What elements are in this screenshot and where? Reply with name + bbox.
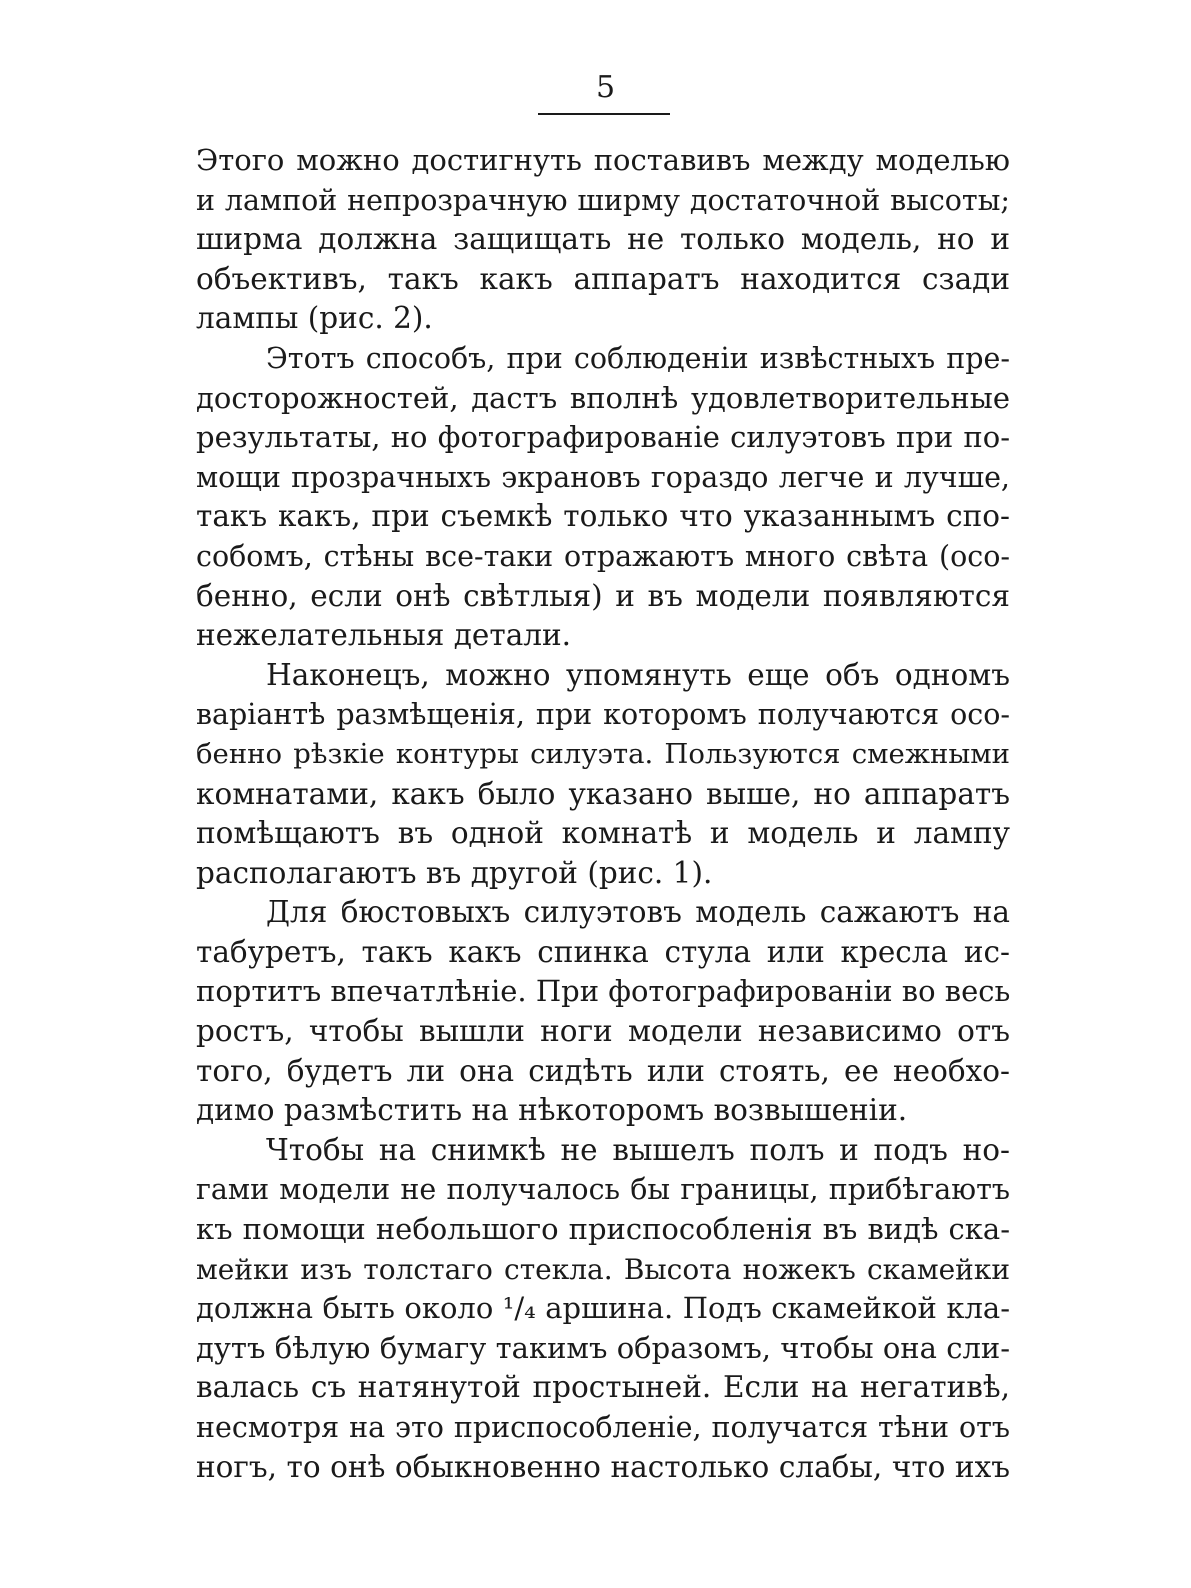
- text-line: димо размѣстить на нѣкоторомъ возвышеніи.: [196, 1093, 908, 1128]
- text-line: Этотъ способъ, при соблюденіи извѣстныхъ пре-: [266, 341, 1010, 375]
- text-line: досторожностей, дастъ вполнѣ удовлетворительные: [196, 380, 1010, 415]
- text-line: ширма должна защищать не только модель, но и: [196, 222, 1010, 257]
- text-line: мейки изъ толстаго стекла. Высота ножекъ скамейки: [196, 1252, 1010, 1286]
- text-line: помѣщаютъ въ одной комнатѣ и модель и лампу: [196, 816, 1010, 851]
- paragraph: [196, 893, 1010, 1131]
- text-line: объективъ, такъ какъ аппаратъ находится сзади: [196, 261, 1010, 296]
- text-line: того, будетъ ли она сидѣть или стоять, ее необхо-: [196, 1053, 1010, 1088]
- text-line: Чтобы на снимкѣ не вышелъ полъ и подъ но-: [266, 1132, 1010, 1167]
- text-line: лампы (рис. 2).: [196, 301, 433, 336]
- text-line: табуретъ, такъ какъ спинка стула или кресла ис-: [196, 934, 1010, 969]
- text-line: нежелательныя детали.: [196, 618, 572, 653]
- text-line: бенно рѣзкіе контуры силуэта. Пользуются смежными: [196, 737, 1010, 770]
- text-line: валась съ натянутой простыней. Если на негативѣ,: [196, 1370, 1010, 1405]
- text-line: къ помощи небольшого приспособленія въ видѣ ска-: [196, 1212, 1010, 1247]
- text-line: мощи прозрачныхъ экрановъ гораздо легче и лучше,: [196, 460, 1010, 494]
- paragraph: [196, 339, 1010, 656]
- text-line: располагаютъ въ другой (рис. 1).: [196, 855, 713, 890]
- text-line: Наконецъ, можно упомянуть еще объ одномъ: [266, 657, 1010, 692]
- text-line: гами модели не получалось бы границы, прибѣгаютъ: [196, 1173, 1010, 1207]
- text-line: ногъ, то онѣ обыкновенно настолько слабы, что ихъ: [196, 1449, 1010, 1484]
- paragraph: [196, 141, 1010, 339]
- text-line: Для бюстовыхъ силуэтовъ модель сажаютъ на: [266, 895, 1010, 930]
- text-line: портитъ впечатлѣніе. При фотографированіи во весь: [196, 974, 1011, 1009]
- text-line: результаты, но фотографированіе силуэтовъ при по-: [196, 420, 1010, 455]
- text-line: и лампой непрозрачную ширму достаточной высоты;: [196, 183, 1010, 217]
- text-line: бенно, если онѣ свѣтлыя) и въ модели появляются: [196, 578, 1010, 613]
- text-line: дутъ бѣлую бумагу такимъ образомъ, чтобы она сли-: [196, 1330, 1010, 1365]
- text-line: такъ какъ, при съемкѣ только что указаннымъ спо-: [196, 499, 1010, 534]
- paragraph: [196, 656, 1010, 894]
- text-line: варіантѣ размѣщенія, при которомъ получаются осо-: [196, 698, 1010, 732]
- text-line: собомъ, стѣны все-таки отражаютъ много свѣта (осо-: [196, 539, 1010, 573]
- text-line: Этого можно достигнуть поставивъ между моделью: [196, 143, 1010, 177]
- text-line: несмотря на это приспособленіе, получатся тѣни отъ: [196, 1411, 1010, 1444]
- text-line: комнатами, какъ было указано выше, но аппаратъ: [196, 776, 1010, 811]
- body-text: [196, 141, 1010, 1487]
- header-rule: [538, 113, 670, 115]
- page-number: 5: [595, 70, 616, 105]
- text-line: должна быть около ¹/₄ аршина. Подъ скамейкой кла-: [196, 1291, 1010, 1326]
- text-line: ростъ, чтобы вышли ноги модели независимо отъ: [196, 1014, 1010, 1049]
- paragraph: [196, 1131, 1010, 1487]
